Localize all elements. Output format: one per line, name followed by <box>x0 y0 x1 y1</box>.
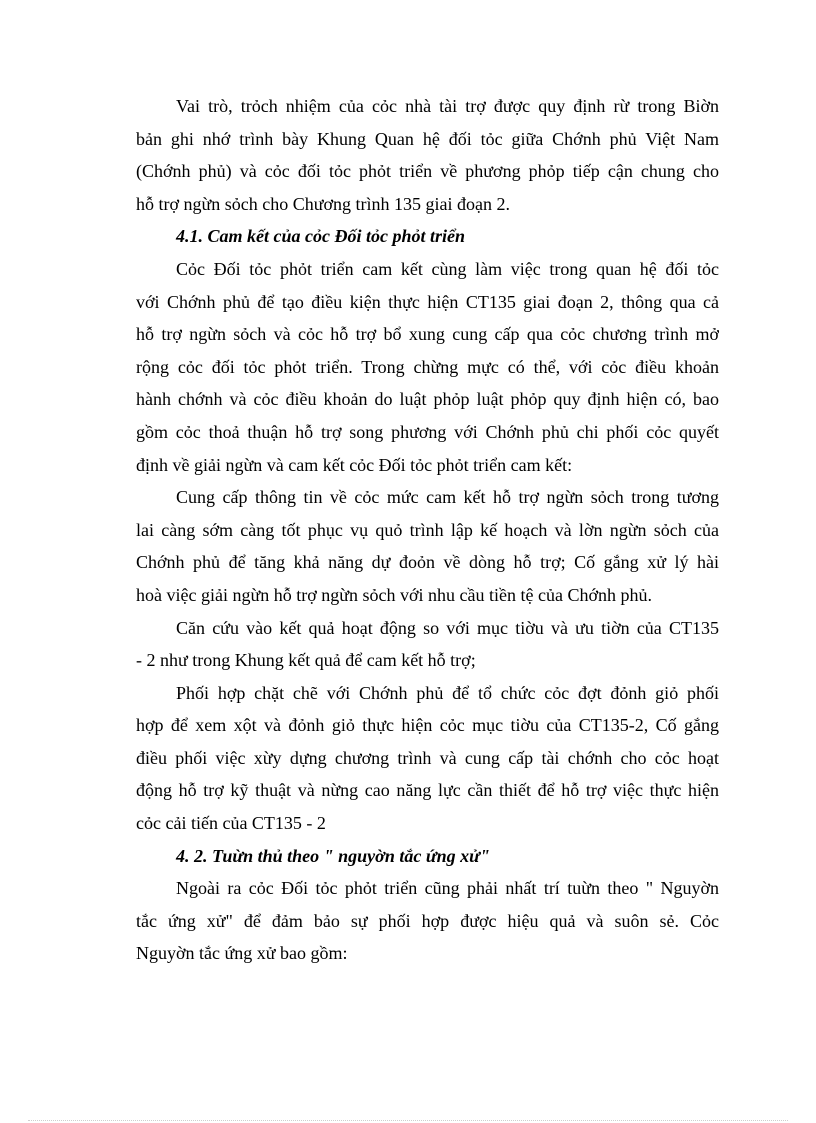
paragraph-2-line-7: định về giải ngừn và cam kết cỏc Đối tỏc phỏt triển cam kết: <box>136 454 573 475</box>
paragraph-6-line-2: tắc ứng xử" để đảm bảo sự phối hợp được hiệu quả và suôn sẻ. Cỏc <box>136 910 719 931</box>
paragraph-2-line-2: với Chớnh phủ để tạo điều kiện thực hiện CT135 giai đoạn 2, thông qua cả <box>136 291 719 312</box>
paragraph-2-line-5: hành chớnh và cỏc điều khoản do luật phỏp luật phỏp quy định hiện có, bao <box>136 389 719 410</box>
paragraph-5-line-2: hợp để xem xột và đỏnh giỏ thực hiện cỏc mục tiờu của CT135-2, Cố gắng <box>136 715 719 736</box>
paragraph-3-line-2: lai càng sớm càng tốt phục vụ quỏ trình lập kế hoạch và lờn ngừn sỏch của <box>136 519 719 540</box>
section-heading-4-1: 4.1. Cam kết của cỏc Đối tỏc phỏt triển <box>176 226 465 247</box>
paragraph-2-line-3: hỗ trợ ngừn sỏch và cỏc hỗ trợ bổ xung cung cấp qua cỏc chương trình mở <box>136 324 719 345</box>
paragraph-1-line-4: hỗ trợ ngừn sỏch cho Chương trình 135 giai đoạn 2. <box>136 193 511 214</box>
paragraph-6-line-1: Ngoài ra cỏc Đối tỏc phỏt triển cũng phải nhất trí tuừn theo " Nguyờn <box>176 878 719 899</box>
paragraph-1-line-3: (Chớnh phủ) và cỏc đối tỏc phỏt triển về phương phỏp tiếp cận chung cho <box>136 161 719 182</box>
paragraph-3-line-1: Cung cấp thông tin về cỏc mức cam kết hỗ trợ ngừn sỏch trong tương <box>176 487 719 508</box>
page-bottom-divider <box>28 1120 788 1121</box>
paragraph-5-line-5: cỏc cải tiến của CT135 - 2 <box>136 813 326 834</box>
paragraph-2-line-4: rộng cỏc đối tỏc phỏt triển. Trong chừng mực có thể, với cỏc điều khoản <box>136 356 719 377</box>
paragraph-1-line-2: bản ghi nhớ trình bày Khung Quan hệ đối tỏc giữa Chớnh phủ Việt Nam <box>136 128 719 149</box>
section-heading-4-2: 4. 2. Tuừn thủ theo " nguyờn tắc ứng xử" <box>176 845 490 866</box>
paragraph-4-line-2: - 2 như trong Khung kết quả để cam kết hỗ trợ; <box>136 650 476 671</box>
paragraph-5-line-1: Phối hợp chặt chẽ với Chớnh phủ để tổ chức cỏc đợt đỏnh giỏ phối <box>176 682 719 703</box>
document-body <box>136 90 719 970</box>
paragraph-1-line-1: Vai trò, trỏch nhiệm của cỏc nhà tài trợ được quy định rừ trong Biờn <box>176 96 719 116</box>
paragraph-6-line-3: Nguyờn tắc ứng xử bao gồm: <box>136 943 348 964</box>
paragraph-2-line-6: gồm cỏc thoả thuận hỗ trợ song phương với Chớnh phủ chi phối cỏc quyết <box>136 421 719 442</box>
paragraph-5-line-3: điều phối việc xừy dựng chương trình và cung cấp tài chớnh cho cỏc hoạt <box>136 747 719 768</box>
paragraph-2-line-1: Cỏc Đối tỏc phỏt triển cam kết cùng làm việc trong quan hệ đối tỏc <box>176 258 719 279</box>
paragraph-3-line-4: hoà việc giải ngừn hỗ trợ ngừn sỏch với nhu cầu tiền tệ của Chớnh phủ. <box>136 584 652 605</box>
paragraph-3-line-3: Chớnh phủ để tăng khả năng dự đoỏn về dòng hỗ trợ; Cố gắng xử lý hài <box>136 552 719 573</box>
paragraph-5-line-4: động hỗ trợ kỹ thuật và nừng cao năng lực cần thiết để hỗ trợ việc thực hiện <box>136 780 719 801</box>
paragraph-4-line-1: Căn cứu vào kết quả hoạt động so với mục tiờu và ưu tiờn của CT135 <box>176 617 719 638</box>
